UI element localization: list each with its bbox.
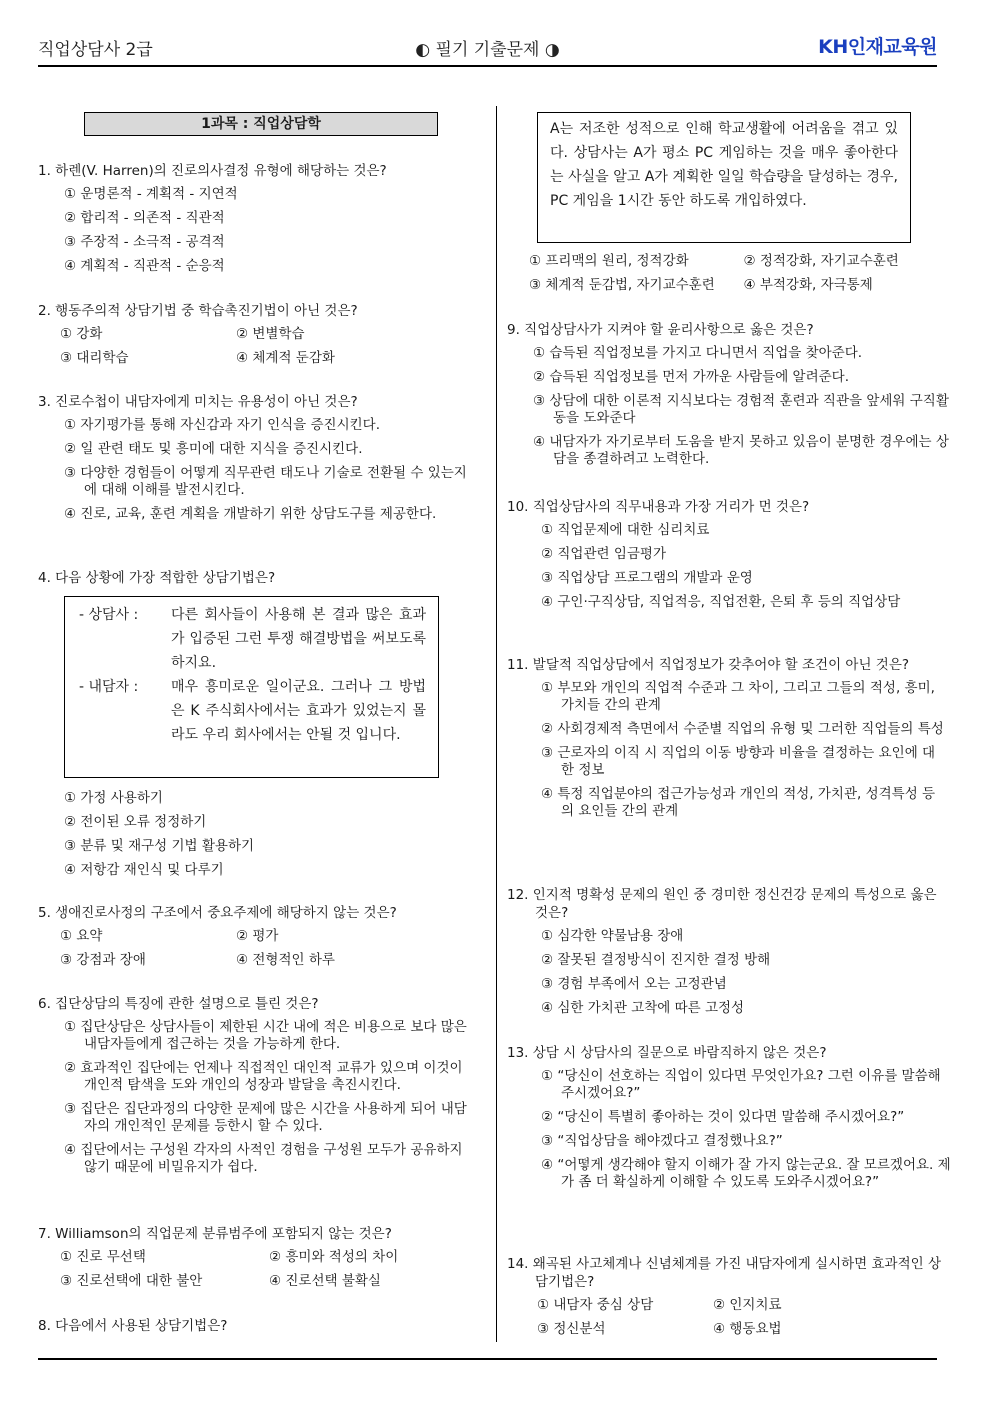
question-11 <box>507 656 947 827</box>
question-stem: 3. 진로수첩이 내담자에게 미치는 유용성이 아닌 것은? <box>38 394 358 410</box>
question-1 <box>38 162 478 282</box>
exam-title: 직업상담사 2급 <box>38 40 153 60</box>
option-1[interactable]: ① 내담자 중심 상담 <box>537 1297 654 1313</box>
option-2[interactable]: ② 평가 <box>236 928 279 944</box>
question-12 <box>507 886 947 1024</box>
question-stem: 2. 행동주의적 상담기법 중 학습촉진기법이 아닌 것은? <box>38 303 358 319</box>
option-2[interactable]: ② 전이된 오류 정정하기 <box>64 814 207 830</box>
options-list <box>507 928 947 1017</box>
options-list <box>38 1019 478 1176</box>
option-4[interactable]: ④ 저항감 재인식 및 다루기 <box>64 862 224 878</box>
option-3[interactable]: ③ 근로자의 이직 시 직업의 이동 방향과 비율을 결정하는 요인에 대한 정보 <box>541 745 936 778</box>
page-header <box>38 32 937 64</box>
option-3[interactable]: ③ 다양한 경험들이 어떻게 직무관련 태도나 기술로 전환될 수 있는지에 대해 이해를 발전시킨다. <box>64 465 467 498</box>
option-3[interactable]: ③ 분류 및 재구성 기법 활용하기 <box>64 838 255 854</box>
option-4[interactable]: ④ 진로선택 불확실 <box>269 1273 381 1289</box>
option-3[interactable]: ③ 대리학습 <box>60 350 129 366</box>
footer-divider <box>38 1358 937 1360</box>
option-3[interactable]: ③ 진로선택에 대한 불안 <box>60 1273 203 1289</box>
option-4[interactable]: ④ 행동요법 <box>713 1321 782 1337</box>
option-1[interactable]: ① 직업문제에 대한 심리치료 <box>541 522 710 538</box>
options-list <box>507 345 955 468</box>
option-2[interactable]: ② 직업관련 임금평가 <box>541 546 667 562</box>
question-7 <box>38 1225 478 1297</box>
options-list <box>507 522 955 611</box>
option-1[interactable]: ① “당신이 선호하는 직업이 있다면 무엇인가요? 그런 이유를 말씀해 주시겠어요?” <box>541 1068 941 1101</box>
option-1[interactable]: ① 부모와 개인의 직업적 수준과 그 차이, 그리고 그들의 적성, 흥미, 가치들 간의 관계 <box>541 680 935 713</box>
question-stem: 1. 하렌(V. Harren)의 진로의사결정 유형에 해당하는 것은? <box>38 163 387 179</box>
options-list <box>507 680 947 820</box>
options-list <box>38 928 478 969</box>
option-3[interactable]: ③ 경험 부족에서 오는 고정관념 <box>541 976 727 992</box>
question-9 <box>507 321 955 475</box>
option-2[interactable]: ② “당신이 특별히 좋아하는 것이 있다면 말씀해 주시겠어요?” <box>541 1109 905 1125</box>
option-2[interactable]: ② 효과적인 집단에는 언제나 직접적인 대인적 교류가 있으며 이것이 개인적 탐색을 도와 개인의 성장과 발달을 촉진시킨다. <box>64 1060 463 1093</box>
question-stem: 11. 발달적 직업상담에서 직업정보가 갖추어야 할 조건이 아닌 것은? <box>507 657 910 673</box>
option-4[interactable]: ④ 내담자가 자기로부터 도움을 받지 못하고 있음이 분명한 경우에는 상담을 종결하려고 노력한다. <box>533 434 949 467</box>
option-2[interactable]: ② 합리적 - 의존적 - 직관적 <box>64 210 225 226</box>
column-divider <box>496 106 497 1342</box>
speaker-text: 다른 회사들이 사용해 본 결과 많은 효과가 입증된 그런 투쟁 해결방법을 써보도록 하지요. <box>171 607 426 671</box>
option-4[interactable]: ④ 계획적 - 직관적 - 순응적 <box>64 258 225 274</box>
question-stem: 4. 다음 상황에 가장 적합한 상담기법은? <box>38 570 276 586</box>
option-2[interactable]: ② 사회경제적 측면에서 수준별 직업의 유형 및 그러한 직업들의 특성 <box>541 721 944 737</box>
options-list <box>507 1297 947 1338</box>
option-4[interactable]: ④ 전형적인 하루 <box>236 952 335 968</box>
option-2[interactable]: ② 습득된 직업정보를 먼저 가까운 사람들에 알려준다. <box>533 369 850 385</box>
question-stem: 7. Williamson의 직업문제 분류범주에 포함되지 않는 것은? <box>38 1226 392 1242</box>
question-stem: 14. 왜곡된 사고체계나 신념체계를 가진 내담자에게 실시하면 효과적인 상담기법은? <box>507 1256 941 1290</box>
question-2 <box>38 302 478 374</box>
question-14 <box>507 1255 947 1345</box>
question-8-options <box>507 253 967 301</box>
question-stem: 10. 직업상담사의 직무내용과 가장 거리가 먼 것은? <box>507 499 810 515</box>
option-2[interactable]: ② 정적강화, 자기교수훈련 <box>743 253 899 269</box>
question-stem: 8. 다음에서 사용된 상담기법은? <box>38 1318 228 1334</box>
option-1[interactable]: ① 심각한 약물남용 장애 <box>541 928 684 944</box>
options-list <box>38 186 478 275</box>
exam-subtitle: ◐ 필기 기출문제 ◑ <box>415 40 560 60</box>
option-4[interactable]: ④ “어떻게 생각해야 할지 이해가 잘 가지 않는군요. 잘 모르겠어요. 제가 좀 더 확실하게 이해할 수 있도록 도와주시겠어요?” <box>541 1157 951 1190</box>
option-4[interactable]: ④ 특정 직업분야의 접근가능성과 개인의 적성, 가치관, 성격특성 등의 요인들 간의 관계 <box>541 786 936 819</box>
option-1[interactable]: ① 강화 <box>60 326 103 342</box>
dialogue-line-counselor <box>79 603 426 675</box>
question-3 <box>38 393 478 530</box>
options-list <box>38 790 478 879</box>
question-stem: 13. 상담 시 상담사의 질문으로 바람직하지 않은 것은? <box>507 1045 827 1061</box>
dialogue-box <box>64 596 439 778</box>
option-4[interactable]: ④ 체계적 둔감화 <box>236 350 335 366</box>
question-4 <box>38 569 478 587</box>
option-1[interactable]: ① 운명론적 - 계획적 - 지연적 <box>64 186 238 202</box>
option-4[interactable]: ④ 구인·구직상담, 직업적응, 직업전환, 은퇴 후 등의 직업상담 <box>541 594 901 610</box>
option-3[interactable]: ③ “직업상담을 해야겠다고 결정했나요?” <box>541 1133 783 1149</box>
question-stem: 9. 직업상담사가 지켜야 할 윤리사항으로 옳은 것은? <box>507 322 814 338</box>
option-1[interactable]: ① 진로 무선택 <box>60 1249 146 1265</box>
option-1[interactable]: ① 습득된 직업정보를 가지고 다니면서 직업을 찾아준다. <box>533 345 863 361</box>
publisher-name: KH인재교육원 <box>818 36 937 58</box>
question-13 <box>507 1044 955 1198</box>
header-divider <box>38 65 937 67</box>
option-3[interactable]: ③ 집단은 집단과정의 다양한 문제에 많은 시간을 사용하게 되어 내담자의 개인적인 문제를 등한시 할 수 있다. <box>64 1101 467 1134</box>
option-3[interactable]: ③ 상담에 대한 이론적 지식보다는 경험적 훈련과 직관을 앞세워 구직활동을 도와준다 <box>533 393 949 426</box>
option-1[interactable]: ① 가정 사용하기 <box>64 790 163 806</box>
option-3[interactable]: ③ 정신분석 <box>537 1321 606 1337</box>
option-4[interactable]: ④ 부적강화, 자극통제 <box>743 277 873 293</box>
scenario-box: A는 저조한 성적으로 인해 학교생활에 어려움을 겪고 있다. 상담사는 A가 평소 PC 게임하는 것을 매우 좋아한다는 사실을 알고 A가 계획한 일일 학습량을 달성하는 경우, PC 게임을 1시간 동안 하도록 개입하였다. <box>537 112 911 243</box>
question-4-options <box>38 784 478 886</box>
question-stem: 5. 생애진로사정의 구조에서 중요주제에 해당하지 않는 것은? <box>38 905 397 921</box>
option-3[interactable]: ③ 주장적 - 소극적 - 공격적 <box>64 234 225 250</box>
option-3[interactable]: ③ 직업상담 프로그램의 개발과 운영 <box>541 570 753 586</box>
option-4[interactable]: ④ 집단에서는 구성원 각자의 사적인 경험을 구성원 모두가 공유하지 않기 때문에 비밀유지가 쉽다. <box>64 1142 463 1175</box>
option-3[interactable]: ③ 강점과 장애 <box>60 952 146 968</box>
option-4[interactable]: ④ 진로, 교육, 훈련 계획을 개발하기 위한 상담도구를 제공한다. <box>64 506 437 522</box>
options-list <box>507 253 967 294</box>
option-2[interactable]: ② 변별학습 <box>236 326 305 342</box>
option-2[interactable]: ② 흥미와 적성의 차이 <box>269 1249 399 1265</box>
option-3[interactable]: ③ 체계적 둔감법, 자기교수훈련 <box>529 277 715 293</box>
question-5 <box>38 904 478 976</box>
option-2[interactable]: ② 잘못된 결정방식이 진지한 결정 방해 <box>541 952 771 968</box>
option-2[interactable]: ② 일 관련 태도 및 흥미에 대한 지식을 증진시킨다. <box>64 441 363 457</box>
question-6 <box>38 995 478 1183</box>
dialogue-line-client <box>79 675 426 747</box>
question-10 <box>507 498 955 618</box>
option-1[interactable]: ① 자기평가를 통해 자신감과 자기 인식을 증진시킨다. <box>64 417 381 433</box>
option-4[interactable]: ④ 심한 가치관 고착에 따른 고정성 <box>541 1000 745 1016</box>
subject-title: 1과목 : 직업상담학 <box>84 112 438 136</box>
options-list <box>38 326 478 367</box>
question-stem: 6. 집단상담의 특징에 관한 설명으로 틀린 것은? <box>38 996 319 1012</box>
speaker-label: - 상담사 : <box>79 607 139 623</box>
question-stem: 12. 인지적 명확성 문제의 원인 중 경미한 정신건강 문제의 특성으로 옳은 것은? <box>507 887 937 921</box>
option-1[interactable]: ① 프리맥의 원리, 정적강화 <box>529 253 689 269</box>
options-list <box>38 417 478 523</box>
option-2[interactable]: ② 인지치료 <box>713 1297 782 1313</box>
options-list <box>507 1068 955 1191</box>
speaker-text: 매우 흥미로운 일이군요. 그러나 그 방법은 K 주식회사에서는 효과가 있었는지 몰라도 우리 회사에서는 안될 것 입니다. <box>171 679 426 743</box>
option-1[interactable]: ① 요약 <box>60 928 103 944</box>
speaker-label: - 내담자 : <box>79 679 139 695</box>
options-list <box>38 1249 478 1290</box>
option-1[interactable]: ① 집단상담은 상담사들이 제한된 시간 내에 적은 비용으로 보다 많은 내담자들에게 접근하는 것을 가능하게 한다. <box>64 1019 467 1052</box>
question-8 <box>38 1317 478 1335</box>
